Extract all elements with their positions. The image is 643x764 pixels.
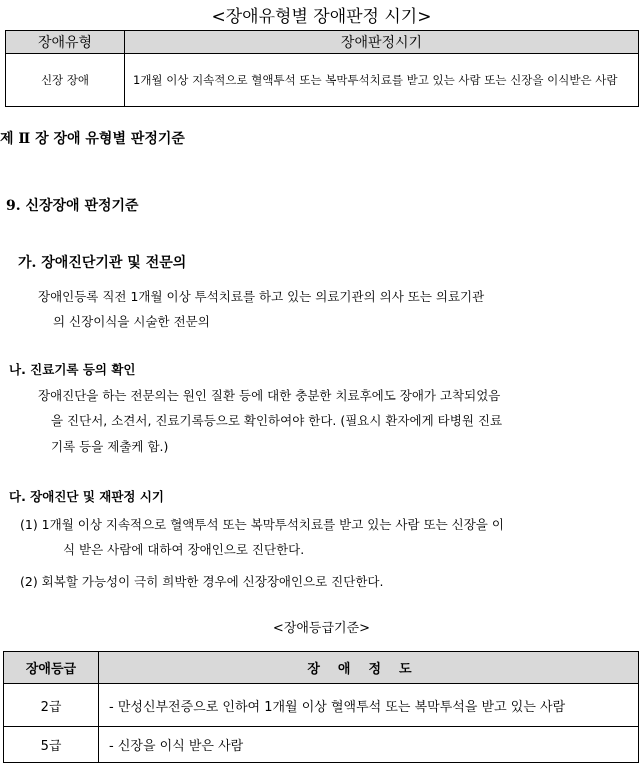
page-title: <장애유형별 장애판정 시기> (211, 7, 432, 27)
list-item: (2) 회복할 가능성이 극히 희박한 경우에 신장장애인으로 진단한다. (20, 574, 384, 589)
paragraph-line: 장애인등록 직전 1개월 이상 투석치료를 하고 있는 의료기관의 의사 또는 의료기관 (38, 289, 485, 304)
subsection-heading-da: 다. 장애진단 및 재판정 시기 (9, 489, 164, 504)
grade-cell: 5급 (4, 727, 99, 763)
table-row (6, 54, 639, 107)
description-cell: - 만성신부전증으로 인하여 1개월 이상 혈액투석 또는 복막투석을 받고 있는 사람 (99, 684, 639, 727)
header-cell: 장애유형 (6, 31, 125, 54)
table-row (4, 727, 639, 763)
table-header-row (6, 31, 639, 54)
grade-cell: 2급 (4, 684, 99, 727)
grade-table (3, 651, 639, 763)
header-cell: 장애판정시기 (125, 31, 639, 54)
grade-table-title: <장애등급기준> (272, 621, 371, 636)
paragraph-line: 장애진단을 하는 전문의는 원인 질환 등에 대한 충분한 치료후에도 장애가 고착되었음 (38, 388, 501, 403)
disability-type-cell: 신장 장애 (6, 54, 125, 107)
description-cell: - 신장을 이식 받은 사람 (99, 727, 639, 763)
subsection-heading-ga: 가. 장애진단기관 및 전문의 (18, 255, 187, 271)
section-heading: 9. 신장장애 판정기준 (6, 198, 139, 214)
header-cell: 장애등급 (4, 652, 99, 684)
list-item: (1) 1개월 이상 지속적으로 혈액투석 또는 복막투석치료를 받고 있는 사람 또는 신장을 이 (20, 517, 504, 532)
judgment-timing-cell: 1개월 이상 지속적으로 혈액투석 또는 복막투석치료를 받고 있는 사람 또는 신장을 이식받은 사람 (125, 54, 639, 107)
header-cell: 장애정도 (99, 652, 639, 684)
subsection-heading-na: 나. 진료기록 등의 확인 (9, 362, 136, 377)
paragraph-line: 의 신장이식을 시술한 전문의 (53, 314, 210, 329)
list-item-continuation: 식 받은 사람에 대하여 장애인으로 진단한다. (63, 542, 305, 557)
chapter-heading: 제 Ⅱ 장 장애 유형별 판정기준 (0, 131, 185, 147)
table-row (4, 684, 639, 727)
paragraph-line: 기록 등을 제출케 함.) (51, 439, 169, 454)
table-header-row (4, 652, 639, 684)
paragraph-line: 을 진단서, 소견서, 진료기록등으로 확인하여야 한다. (필요시 환자에게 타병원 진료 (51, 413, 503, 428)
timing-table (5, 30, 639, 107)
